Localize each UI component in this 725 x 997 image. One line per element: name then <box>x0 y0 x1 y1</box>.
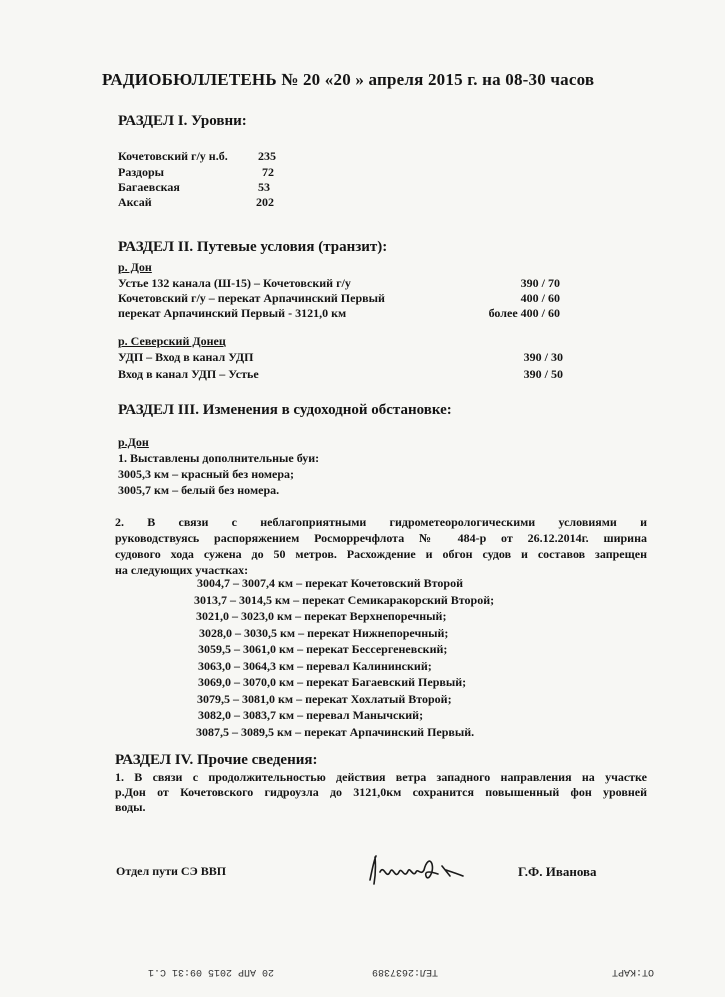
paragraph-line: руководствуясь распоряжением Росморречфлота № 484-р от 26.12.2014г. ширина <box>115 531 647 545</box>
level-row-name: Кочетовский г/у н.б. <box>118 149 228 163</box>
paragraph-line: 2. В связи с неблагоприятными гидрометеорологическими условиями и <box>115 515 647 529</box>
route-value: 400 / 60 <box>520 291 560 305</box>
route-value: более 400 / 60 <box>488 306 560 320</box>
signatory-name: Г.Ф. Иванова <box>518 864 597 879</box>
level-row-name: Аксай <box>118 195 152 209</box>
route-value: 390 / 30 <box>523 350 563 364</box>
handwritten-signature <box>366 850 466 892</box>
river-label: р. Дон <box>118 260 152 274</box>
restricted-section: 3013,7 – 3014,5 км – перекат Семикаракорский Второй; <box>194 593 495 607</box>
restricted-section: 3069,0 – 3070,0 км – перекат Багаевский Первый; <box>198 675 467 689</box>
fax-from: OT:KAPT <box>612 966 655 977</box>
level-row-name: Багаевская <box>118 180 180 194</box>
route-name: Вход в канал УДП – Устье <box>118 367 259 381</box>
item-1-title: 1. Выставлены дополнительные буи: <box>118 451 320 465</box>
page-title: РАДИОБЮЛЛЕТЕНЬ № 20 «20 » апреля 2015 г. на 08-30 часов <box>102 70 595 89</box>
route-name: перекат Арпачинский Первый - 3121,0 км <box>118 306 347 320</box>
section-3-heading: РАЗДЕЛ III. Изменения в судоходной обстановке: <box>118 402 452 418</box>
paragraph-line: 1. В связи с продолжительностью действия ветра западного направления на участке <box>115 770 647 784</box>
buoy-line: 3005,7 км – белый без номера. <box>118 483 280 497</box>
other-info-paragraph <box>115 770 647 815</box>
restricted-section: 3059,5 – 3061,0 км – перекат Бессергеневский; <box>198 642 448 656</box>
level-row-value: 235 <box>258 149 276 163</box>
restricted-section: 3021,0 – 3023,0 км – перекат Верхнепоречный; <box>196 609 447 623</box>
restricted-section: 3004,7 – 3007,4 км – перекат Кочетовский Второй <box>197 576 463 590</box>
department-label: Отдел пути СЭ ВВП <box>116 864 227 878</box>
route-name: Устье 132 канала (Ш-15) – Кочетовский г/у <box>118 276 351 290</box>
route-value: 390 / 50 <box>523 367 563 381</box>
paragraph-line: р.Дон от Кочетовского гидроузла до 3121,0км сохранится повышенный фон уровней <box>115 785 647 799</box>
fax-datetime: 20 АПР 2015 09:31 C.1 <box>148 966 275 977</box>
level-row-value: 72 <box>262 165 274 179</box>
restricted-section: 3082,0 – 3083,7 км – перевал Манычский; <box>198 708 424 722</box>
restricted-section: 3079,5 – 3081,0 км – перекат Хохлатый Второй; <box>197 692 452 706</box>
river-label: р.Дон <box>118 435 149 449</box>
level-row-name: Раздоры <box>118 165 165 179</box>
route-name: УДП – Вход в канал УДП <box>118 350 254 364</box>
restricted-section: 3087,5 – 3089,5 км – перекат Арпачинский Первый. <box>196 725 475 739</box>
restricted-section: 3028,0 – 3030,5 км – перекат Нижнепоречный; <box>199 626 449 640</box>
level-row-value: 202 <box>256 195 274 209</box>
route-value: 390 / 70 <box>520 276 560 290</box>
buoy-line: 3005,3 км – красный без номера; <box>118 467 295 481</box>
section-4-heading: РАЗДЕЛ IV. Прочие сведения: <box>115 752 318 768</box>
paragraph-line: воды. <box>115 800 146 814</box>
route-name: Кочетовский г/у – перекат Арпачинский Первый <box>118 291 385 305</box>
paragraph-line: судового хода сужена до 50 метров. Расхождение и обгон судов и составов запрещен <box>115 547 647 561</box>
restricted-section: 3063,0 – 3064,3 км – перевал Калининский; <box>198 659 432 673</box>
section-2-heading: РАЗДЕЛ II. Путевые условия (транзит): <box>118 239 388 255</box>
fax-tel: TEЛ:2637389 <box>372 966 439 977</box>
paragraph-line: на следующих участках: <box>115 563 249 577</box>
level-row-value: 53 <box>258 180 270 194</box>
river-label: р. Северский Донец <box>118 334 226 348</box>
item-2-paragraph <box>115 514 647 578</box>
section-1-heading: РАЗДЕЛ I. Уровни: <box>118 113 247 129</box>
